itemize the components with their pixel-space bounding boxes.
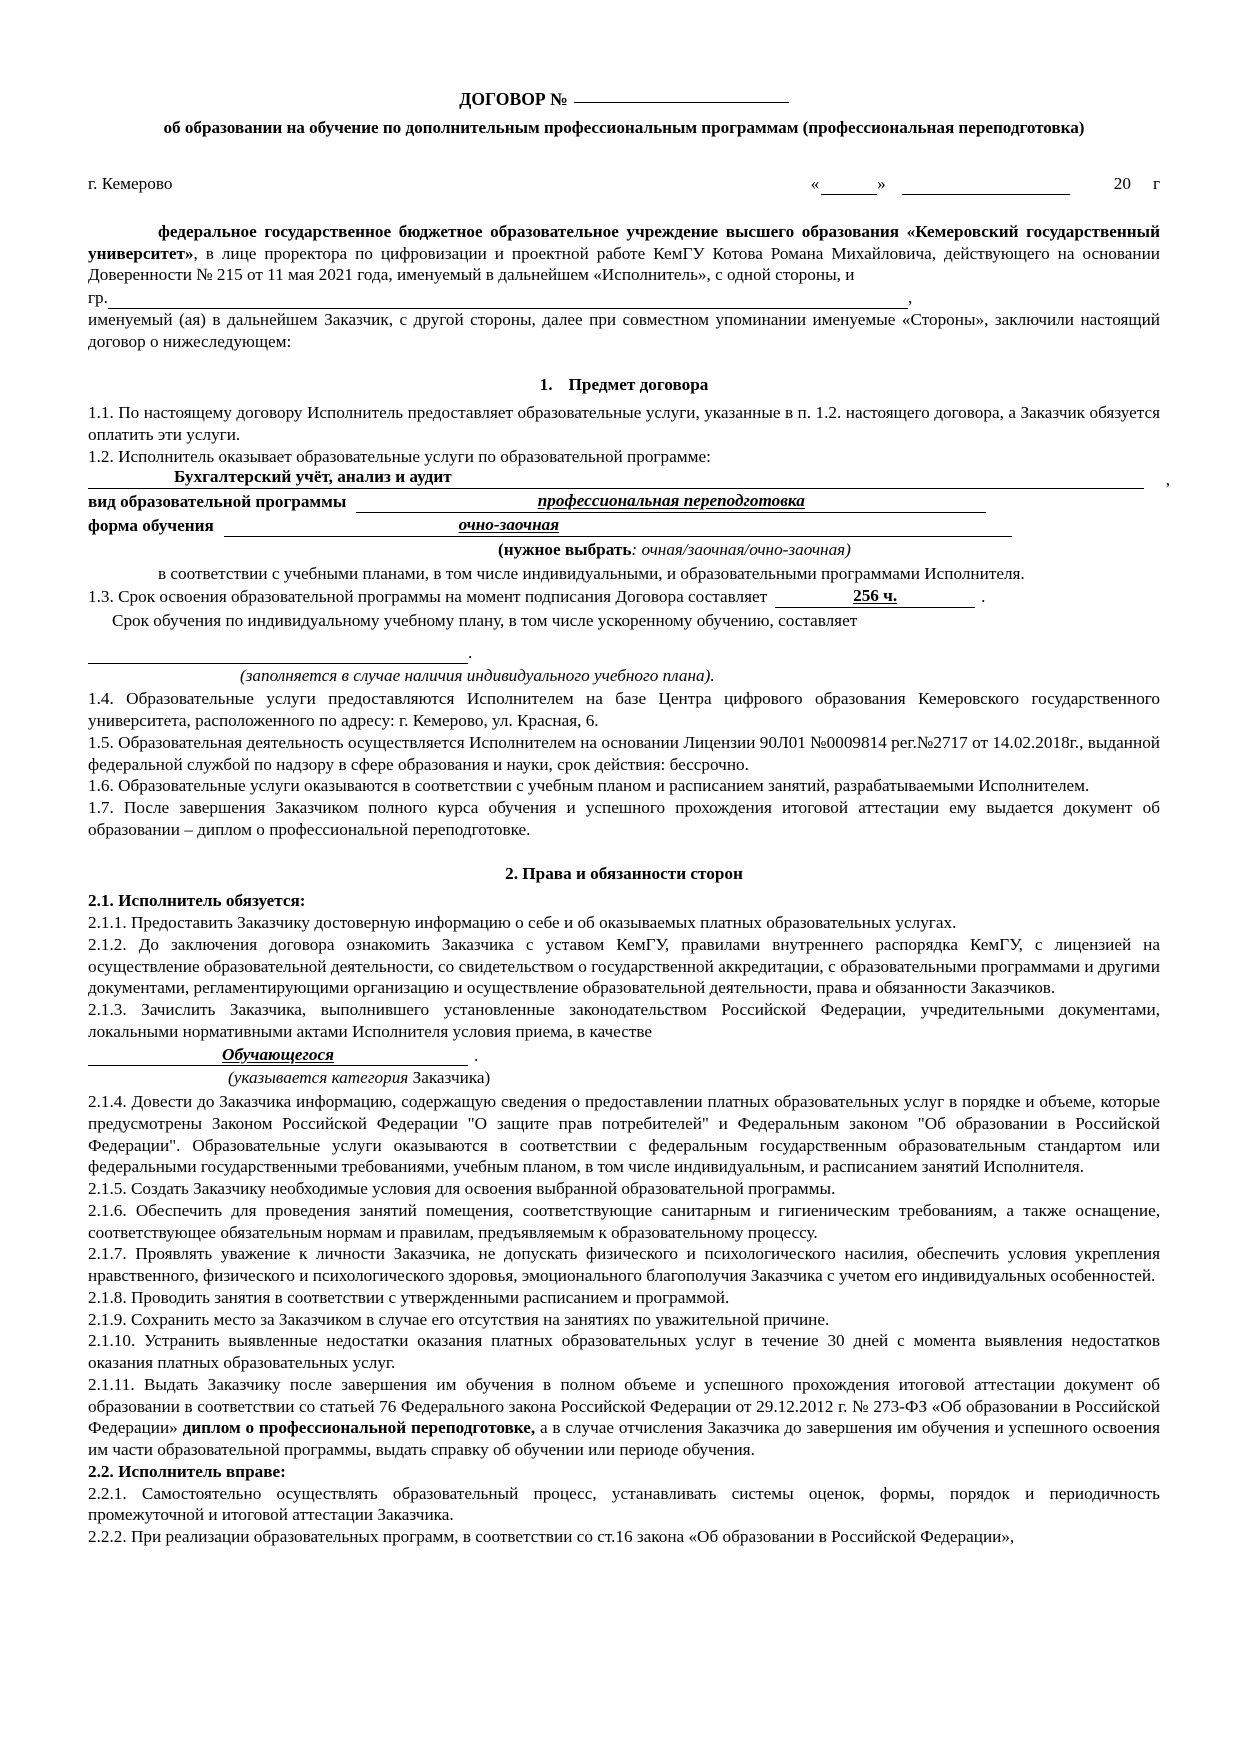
clause-2-1-9: 2.1.9. Сохранить место за Заказчиком в случае его отсутствия на занятиях по уважительной причине. bbox=[88, 1309, 830, 1329]
customer-category-dot: . bbox=[474, 1045, 479, 1065]
study-form-row bbox=[88, 515, 1160, 537]
duration-rule[interactable] bbox=[775, 586, 975, 608]
clause-1-3-text: 1.3. Срок освоения образовательной программы на момент подписания Договора составляет bbox=[88, 587, 768, 607]
clause-1-7: 1.7. После завершения Заказчиком полного курса обучения и успешного прохождения итоговой аттестации ему выдается документ об образовании – диплом о профессиональной переподготовке. bbox=[88, 798, 1160, 839]
customer-name-blank[interactable] bbox=[108, 291, 908, 309]
clause-2-1-10: 2.1.10. Устранить выявленные недостатки оказания платных образовательных услуг в течение 30 дней с момента выявления недостатков оказания платных образовательных услуг. bbox=[88, 1331, 1160, 1372]
clause-2-1-2: 2.1.2. До заключения договора ознакомить Заказчика с уставом КемГУ, правилами внутреннего распорядка КемГУ, с лицензией на осуществление образовательной деятельности, со свидетельством о государственной аккредитации, с образовательными программами и другими документами, регламентирующими организацию и осуществление образовательной деятельности, права и обязанности Заказчиков. bbox=[88, 934, 1160, 998]
study-form-label: форма обучения bbox=[88, 516, 214, 535]
section-1-heading bbox=[88, 374, 1160, 396]
clause-1-4: 1.4. Образовательные услуги предоставляются Исполнителем на базе Центра цифрового образования Кемеровского государственного университета, расположенного по адресу: г. Кемерово, ул. Красная, 6. bbox=[88, 689, 1160, 730]
clause-2-1-11-a: 2.1.11. Выдать Заказчику после завершения им обучения в полном объеме и успешного прохождения итоговой аттестации документ об образовании в соответствии со статьей 76 Федерального закона Российской Федерации от 29.12.2012 г. № 273-ФЗ «Об образовании в Российской Федерации» bbox=[88, 1374, 1160, 1438]
study-form-hint-italic: : очная/заочная/очно-заочная) bbox=[631, 539, 851, 559]
customer-category-hint-normal: Заказчика) bbox=[408, 1068, 491, 1088]
study-form-value: очно-заочная bbox=[458, 515, 560, 534]
study-form-rule[interactable] bbox=[224, 515, 1012, 537]
clause-1-1: 1.1. По настоящему договору Исполнитель предоставляет образовательные услуги, указанные в п. 1.2. настоящего договора, а Заказчик обязуется оплатить эти услуги. bbox=[88, 403, 1160, 444]
clause-1-3-individual-text: Срок обучения по индивидуальному учебному плану, в том числе ускоренному обучению, составляет bbox=[112, 611, 858, 630]
clause-2-1-7: 2.1.7. Проявлять уважение к личности Заказчика, не допускать физического и психологического насилия, обеспечить условия укрепления нравственного, физического и психологического здоровья, эмоционального благополучия Заказчика с учетом его индивидуальных особенностей. bbox=[88, 1244, 1160, 1285]
customer-category-row bbox=[88, 1045, 1160, 1067]
clause-2-1-heading-text: 2.1. Исполнитель обязуется: bbox=[88, 891, 306, 911]
clause-1-6: 1.6. Образовательные услуги оказываются в соответствии с учебным планом и расписанием занятий, разрабатываемыми Исполнителем. bbox=[88, 776, 1090, 796]
clause-2-2-heading-text: 2.2. Исполнитель вправе: bbox=[88, 1461, 286, 1481]
program-name-comma: , bbox=[1165, 469, 1170, 489]
customer-category-value: Обучающегося bbox=[222, 1044, 334, 1064]
program-name-rule[interactable] bbox=[88, 467, 1144, 489]
clause-2-1-4: 2.1.4. Довести до Заказчика информацию, содержащую сведения о предоставлении платных образовательных услуг в порядке и объеме, которые предусмотрены Законом Российской Федерации "О защите прав потребителей" и Федеральным законом "Об образовании в Российской Федерации". Образовательные услуги оказываются в соответствии с федеральным государственным образовательным стандартом или федеральными государственными требованиями, учебным планом, в том числе индивидуальным, и расписанием занятий Исполнителя. bbox=[88, 1092, 1160, 1177]
program-type-label: вид образовательной программы bbox=[88, 492, 347, 512]
individual-plan-hint bbox=[88, 665, 1160, 687]
clause-2-1-6: 2.1.6. Обеспечить для проведения занятий помещения, соответствующие санитарным и гигиеническим требованиям, а также оснащение, соответствующее обязательным нормам и правилам, предъявляемым к образовательному процессу. bbox=[88, 1200, 1160, 1242]
duration-value: 256 ч. bbox=[853, 586, 898, 606]
clause-2-1-heading bbox=[88, 890, 1160, 912]
customer-label: гр. bbox=[88, 288, 108, 307]
document-subtitle: об образовании на обучение по дополнительным профессиональным программам (профессиональная переподготовка) bbox=[163, 118, 1085, 138]
clause-2-1-8: 2.1.8. Проводить занятия в соответствии с утвержденными расписанием и программой. bbox=[88, 1287, 730, 1307]
date-fields bbox=[811, 173, 1160, 195]
customer-category-hint bbox=[88, 1067, 1160, 1089]
quote-open: « bbox=[810, 174, 820, 193]
year-suffix: г bbox=[1152, 174, 1160, 193]
customer-comma: , bbox=[907, 288, 913, 307]
clause-2-2-heading bbox=[88, 1461, 1160, 1483]
clause-1-3-individual bbox=[88, 610, 1160, 632]
customer-category-rule[interactable] bbox=[88, 1044, 468, 1066]
program-type-value: профессиональная переподготовка bbox=[537, 491, 805, 511]
organization-name: федеральное государственное бюджетное образовательное учреждение высшего образования «Кемеровский государственный университет» bbox=[88, 221, 1160, 263]
customer-category-hint-italic: (указывается категория bbox=[228, 1068, 409, 1088]
clause-2-1-11-bold: диплом о профессиональной переподготовке, bbox=[182, 1418, 536, 1438]
clause-2-2-2: 2.2.2. При реализации образовательных программ, в соответствии со ст.16 закона «Об образовании в Российской Федерации», bbox=[88, 1527, 1015, 1546]
city-label: г. Кемерово bbox=[88, 174, 173, 193]
program-type-row bbox=[88, 491, 1160, 513]
clause-2-1-1: 2.1.1. Предоставить Заказчику достоверную информацию о себе и об оказываемых платных образовательных услугах. bbox=[88, 913, 957, 932]
clause-2-2-1: 2.2.1. Самостоятельно осуществлять образовательный процесс, устанавливать системы оценок, формы, порядок и периодичность промежуточной и итоговой аттестации Заказчика. bbox=[88, 1483, 1160, 1525]
individual-plan-dot: . bbox=[468, 642, 473, 662]
accordance-text: в соответствии с учебными планами, в том числе индивидуальными, и образовательными программами Исполнителя. bbox=[158, 563, 1025, 583]
study-form-hint bbox=[88, 539, 1160, 561]
city-date-row bbox=[88, 173, 1160, 195]
individual-plan-row bbox=[88, 642, 1160, 664]
contract-body bbox=[88, 88, 1170, 1548]
clause-1-2-accordance bbox=[88, 563, 1160, 585]
section-1-number: 1. bbox=[539, 375, 553, 395]
customer-line bbox=[88, 287, 1160, 309]
program-name-row bbox=[88, 466, 1170, 489]
clause-2-1-11-b: а в случае отчисления Заказчика до завершения им обучения и успешного освоения им части образовательной программы, выдать справку об обучении или периоде обучения. bbox=[88, 1418, 1160, 1459]
document-title-text: ДОГОВОР № bbox=[459, 89, 568, 109]
clause-1-3-row bbox=[88, 586, 1160, 608]
clause-2-1-3: 2.1.3. Зачислить Заказчика, выполнившего установленные законодательством Российской Федерации, учредительными документами, локальными нормативными актами Исполнителя условия приема, в качестве bbox=[88, 1000, 1160, 1041]
program-name-value: Бухгалтерский учёт, анализ и аудит bbox=[174, 466, 452, 486]
section-2-heading: 2. Права и обязанности сторон bbox=[505, 863, 743, 883]
document-title bbox=[88, 88, 1160, 110]
preamble-paragraph bbox=[88, 221, 1160, 286]
individual-plan-blank[interactable] bbox=[88, 647, 468, 664]
clause-2-1-11 bbox=[88, 1374, 1160, 1461]
clause-2-1-5: 2.1.5. Создать Заказчику необходимые условия для освоения выбранной образовательной программы. bbox=[88, 1179, 836, 1198]
clause-1-5: 1.5. Образовательная деятельность осуществляется Исполнителем на основании Лицензии 90Л01 №0009814 рег.№2717 от 14.02.2018г., выданной федеральной службой по надзору в сфере образования и науки, срок действия: бессрочно. bbox=[88, 732, 1160, 774]
preamble-after-customer: именуемый (ая) в дальнейшем Заказчик, с другой стороны, далее при совместном упоминании именуемые «Стороны», заключили настоящий договор о нижеследующем: bbox=[88, 309, 1160, 351]
preamble-rest: , в лице проректора по цифровизации и проектной работе КемГУ Котова Романа Михайловича, действующего на основании Доверенности № 215 от 11 мая 2021 года, именуемый в дальнейшем «Исполнитель», с одной стороны, и bbox=[88, 243, 1160, 285]
day-blank[interactable] bbox=[821, 194, 877, 195]
clause-1-2-intro: 1.2. Исполнитель оказывает образовательные услуги по образовательной программе: bbox=[88, 446, 711, 466]
year-prefix: 20 bbox=[1113, 174, 1131, 193]
program-type-rule[interactable] bbox=[356, 491, 986, 513]
month-blank[interactable] bbox=[902, 194, 1070, 195]
contract-number-blank[interactable] bbox=[574, 102, 789, 103]
study-form-hint-bold: (нужное выбрать bbox=[498, 539, 632, 559]
clause-1-3-dot: . bbox=[981, 587, 986, 607]
section-1-title: Предмет договора bbox=[568, 375, 709, 395]
quote-close: » bbox=[877, 174, 886, 193]
individual-plan-hint-text: (заполняется в случае наличия индивидуального учебного плана). bbox=[240, 665, 715, 685]
